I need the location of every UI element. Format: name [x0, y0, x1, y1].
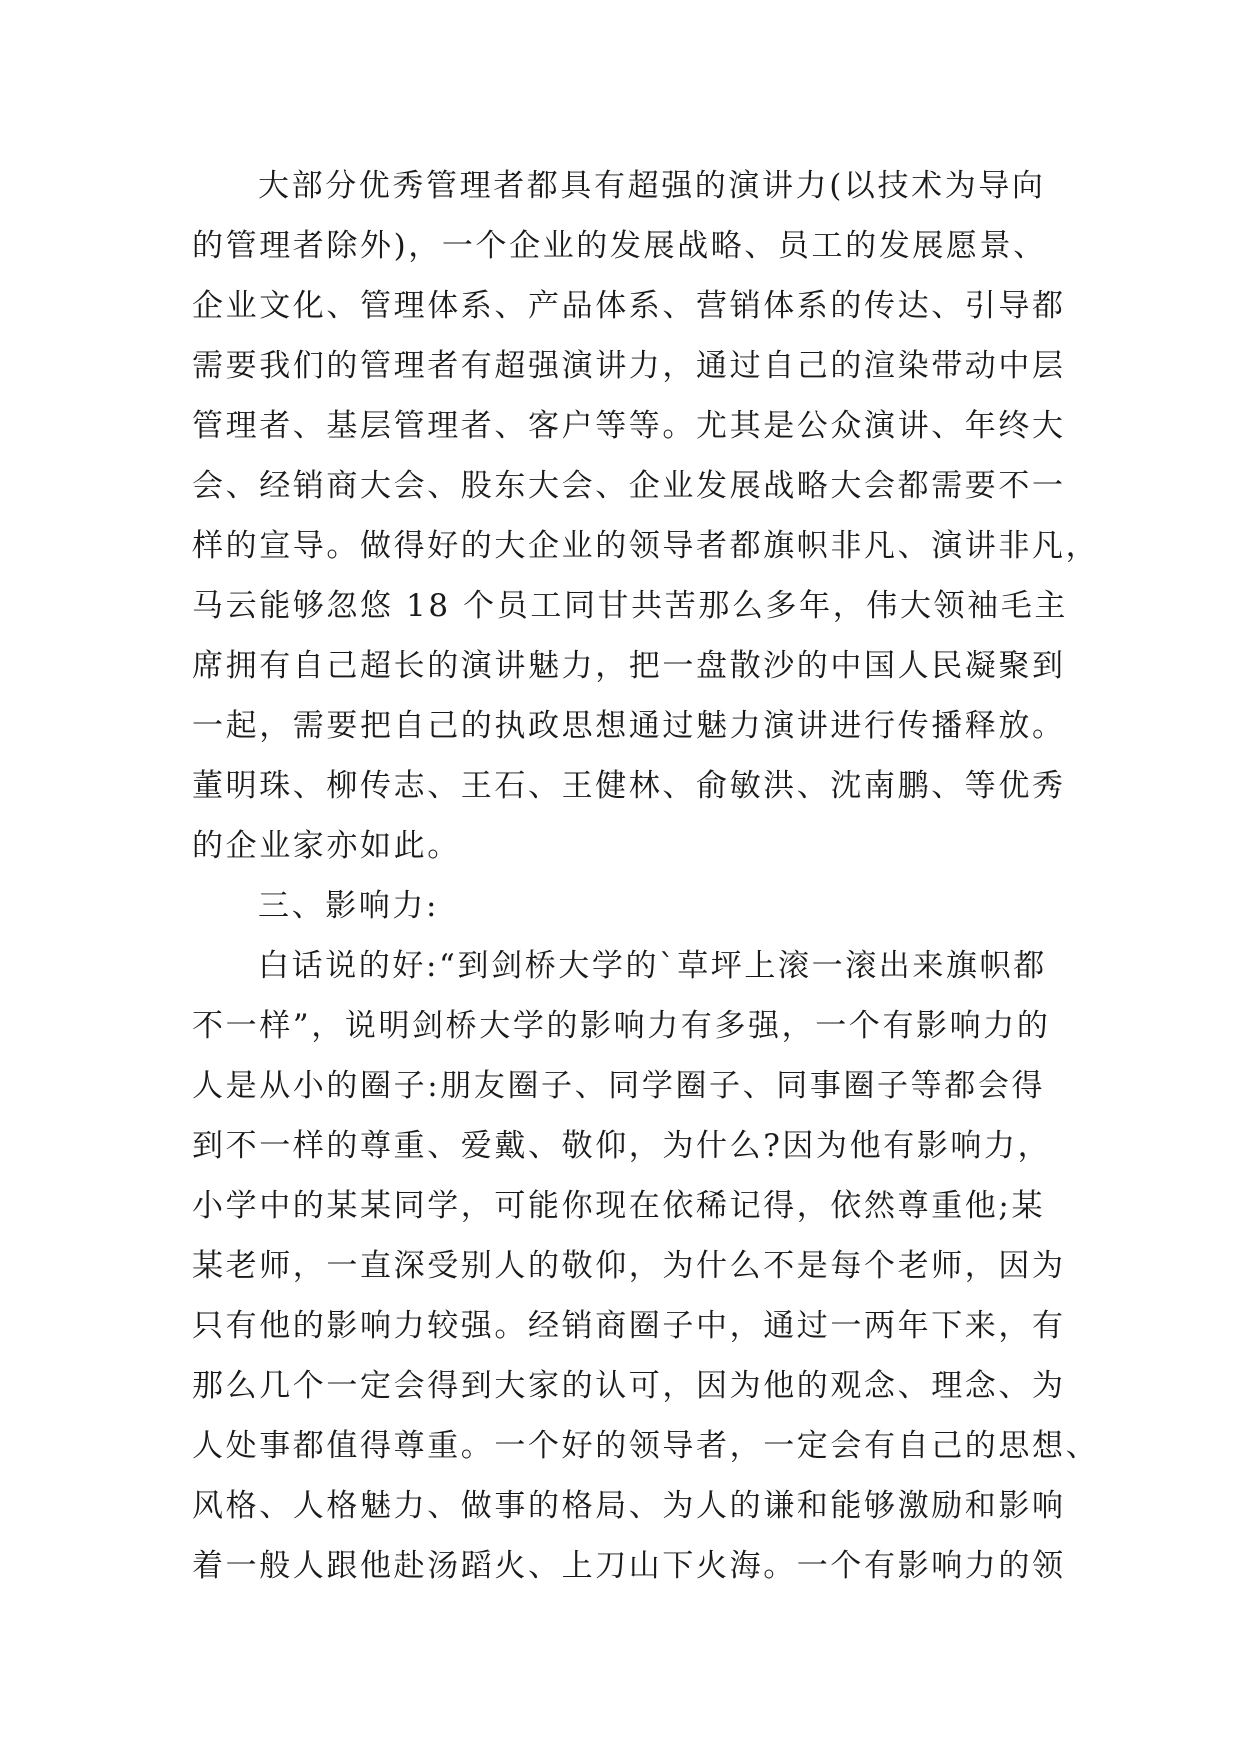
paragraph-line: 董明珠、柳传志、王石、王健林、俞敏洪、沈南鹏、等优秀: [192, 768, 1066, 804]
paragraph-line: 管理者、基层管理者、客户等等。尤其是公众演讲、年终大: [192, 408, 1066, 444]
section-heading: 三、影响力:: [258, 888, 440, 924]
paragraph-line: 只有他的影响力较强。经销商圈子中，通过一两年下来，有: [192, 1308, 1066, 1344]
paragraph-line: 的管理者除外)，一个企业的发展战略、员工的发展愿景、: [192, 228, 1047, 264]
paragraph-line: 不一样”，说明剑桥大学的影响力有多强，一个有影响力的: [192, 1008, 1051, 1044]
paragraph-line: 一起，需要把自己的执政思想通过魅力演讲进行传播释放。: [192, 708, 1066, 744]
paragraph-line: 席拥有自己超长的演讲魅力，把一盘散沙的中国人民凝聚到: [192, 648, 1066, 684]
paragraph-line: 那么几个一定会得到大家的认可，因为他的观念、理念、为: [192, 1368, 1066, 1404]
paragraph-line: 到不一样的尊重、爱戴、敬仰，为什么?因为他有影响力，: [192, 1128, 1052, 1164]
paragraph-line: 小学中的某某同学，可能你现在依稀记得，依然尊重他;某: [192, 1188, 1046, 1224]
paragraph-line: 人是从小的圈子:朋友圈子、同学圈子、同事圈子等都会得: [192, 1068, 1046, 1104]
paragraph-line: 企业文化、管理体系、产品体系、营销体系的传达、引导都: [192, 288, 1066, 324]
paragraph-line: 马云能够忽悠 18 个员工同甘共苦那么多年，伟大领袖毛主: [192, 588, 1068, 624]
paragraph-line: 会、经销商大会、股东大会、企业发展战略大会都需要不一: [192, 468, 1066, 504]
paragraph-line: 人处事都值得尊重。一个好的领导者，一定会有自己的思想、: [192, 1428, 1100, 1464]
paragraph-line: 需要我们的管理者有超强演讲力，通过自己的渲染带动中层: [192, 348, 1066, 384]
paragraph-line: 着一般人跟他赴汤蹈火、上刀山下火海。一个有影响力的领: [192, 1548, 1066, 1584]
body-text: [192, 156, 1100, 1596]
paragraph-line: 大部分优秀管理者都具有超强的演讲力(以技术为导向: [258, 168, 1046, 204]
paragraph-line: 风格、人格魅力、做事的格局、为人的谦和能够激励和影响: [192, 1488, 1066, 1524]
paragraph-line: 的企业家亦如此。: [192, 828, 461, 864]
paragraph-line: 样的宣导。做得好的大企业的领导者都旗帜非凡、演讲非凡，: [192, 528, 1100, 564]
paragraph-line: 某老师，一直深受别人的敬仰，为什么不是每个老师，因为: [192, 1248, 1066, 1284]
paragraph-line: 白话说的好:“到剑桥大学的`草坪上滚一滚出来旗帜都: [258, 948, 1047, 984]
